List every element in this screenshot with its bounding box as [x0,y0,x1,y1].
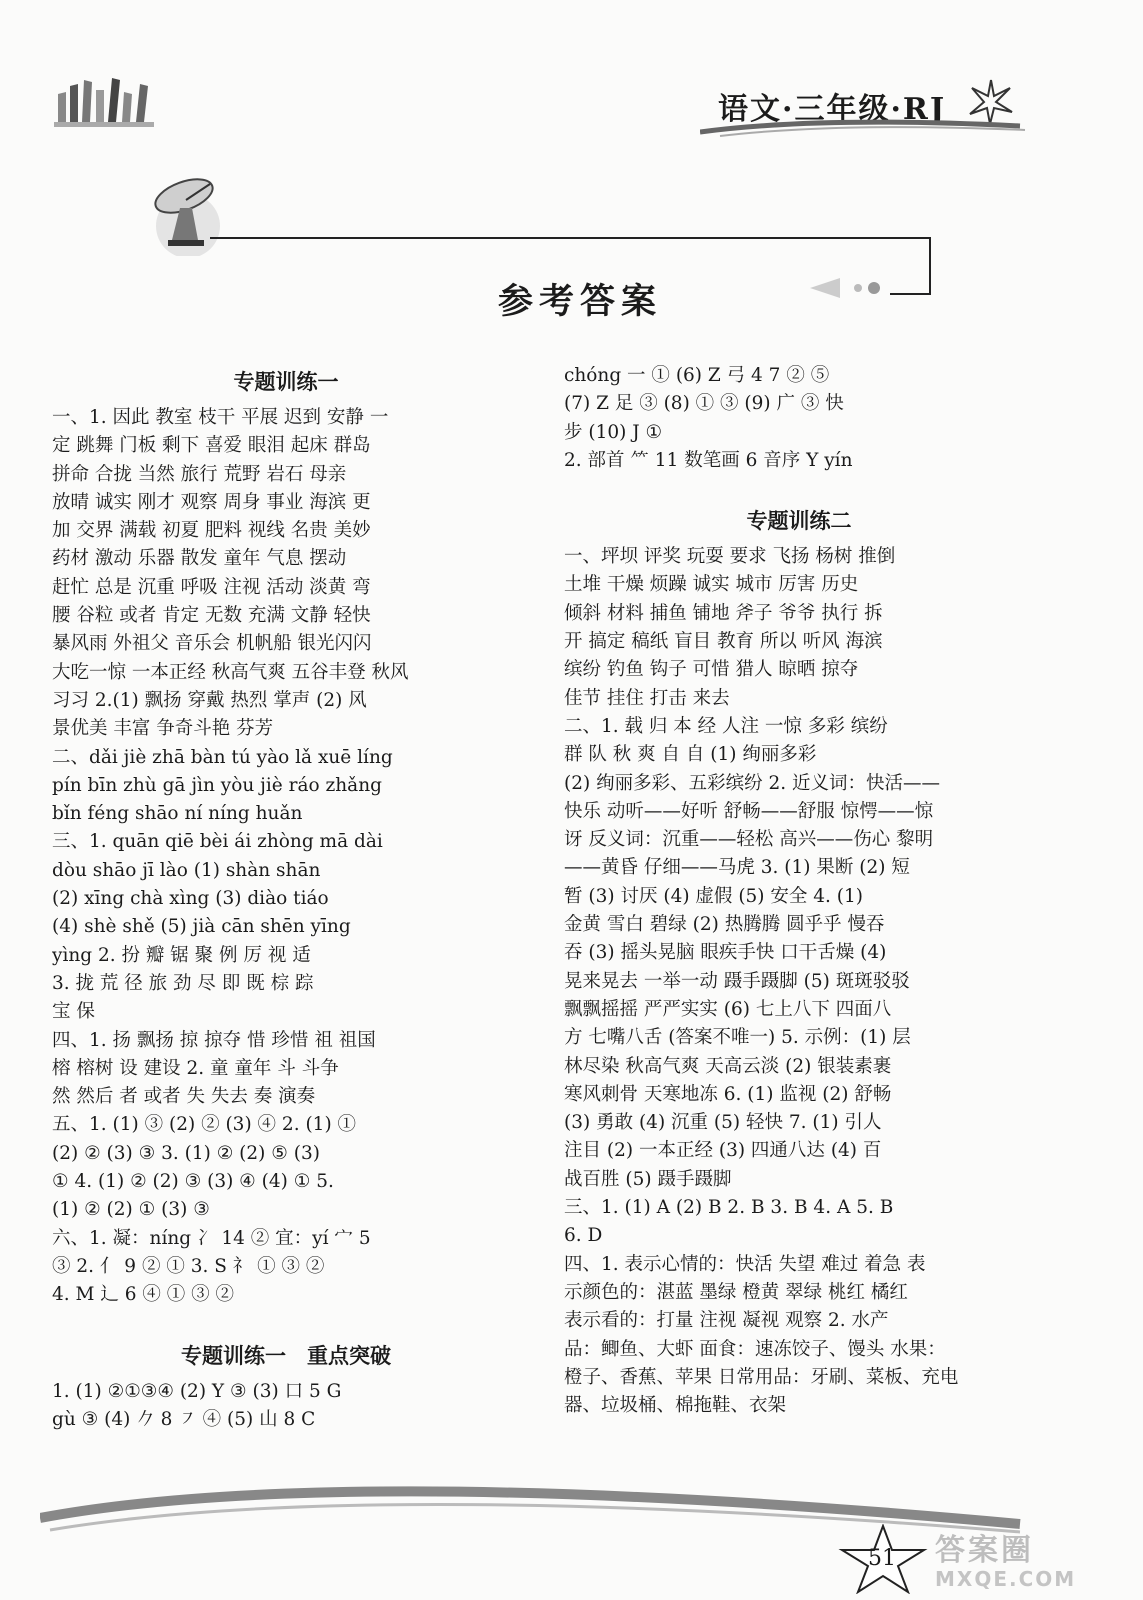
text-line: 然 然后 者 或者 失 失去 奏 演奏 [52,1086,316,1108]
text-line: 宝 保 [52,1001,95,1023]
text-line: 2. 部首 ⺮ 11 数笔画 6 音序 Y yín [564,449,853,471]
section-body [52,1378,520,1435]
text-line: (2) 绚丽多彩、五彩缤纷 2. 近义词：快活—— [564,772,940,794]
header-swoosh [700,112,1030,142]
text-line: 土堆 干燥 烦躁 诚实 城市 厉害 历史 [564,574,859,596]
text-line: 赶忙 总是 沉重 呼吸 注视 活动 淡黄 弯 [52,576,371,598]
text-line: 佳节 挂住 打击 来去 [564,687,730,709]
text-line: 一、坪坝 评奖 玩耍 要求 飞扬 杨树 推倒 [564,546,896,568]
text-line: 缤纷 钓鱼 钩子 可惜 猎人 晾晒 掠夺 [564,659,859,681]
text-line: 3. 拢 荒 径 旅 劲 尽 即 既 棕 踪 [52,972,314,994]
text-line: 战百胜 (5) 蹑手蹑脚 [564,1168,732,1190]
text-line: 暴风雨 外祖父 音乐会 机帆船 银光闪闪 [52,633,372,655]
text-line: 吞 (3) 摇头晃脑 眼疾手快 口干舌燥 (4) [564,942,887,964]
text-line: (2) ② (3) ③ 3. (1) ② (2) ⑤ (3) [52,1142,320,1164]
text-line: 品：鲫鱼、大虾 面食：速冻饺子、馒头 水果： [564,1338,946,1360]
text-line: 二、dǎi jiè zhā bàn tú yào lǎ xuē líng [52,746,393,768]
text-line: 二、1. 载 归 本 经 人注 一惊 多彩 缤纷 [564,715,888,737]
text-line: bǐn féng shāo ní níng huǎn [52,803,303,825]
text-line: 方 七嘴八舌 (答案不唯一) 5. 示例：(1) 层 [564,1027,911,1049]
text-line: 快乐 动听——好听 舒畅——舒服 惊愕——惊 [564,800,934,822]
text-line: 加 交界 满载 初夏 肥料 视线 名贵 美妙 [52,520,371,542]
watermark-logo [935,1535,1140,1595]
text-line: 腰 谷粒 或者 肯定 无数 充满 文静 轻快 [52,605,371,627]
text-line: chóng 一 ① (6) Z 弓 4 7 ② ⑤ [564,365,830,386]
text-line: 1. (1) ②①③④ (2) Y ③ (3) 口 5 G [52,1380,342,1402]
text-line: 步 (10) J ① [564,421,663,443]
text-line: 四、1. 表示心情的：快活 失望 难过 着急 表 [564,1253,926,1275]
section-body [564,543,1034,1420]
text-line: 群 队 秋 爽 自 自 (1) 绚丽多彩 [564,744,817,766]
text-line: ——黄昏 仔细——马虎 3. (1) 果断 (2) 短 [564,857,910,879]
text-line: 飘飘摇摇 严严实实 (6) 七上八下 四面八 [564,998,892,1020]
text-line: ③ 2. 亻 9 ② ① 3. S 礻 ① ③ ② [52,1255,325,1277]
watermark-text: 答案圈 [935,1533,1034,1568]
section-body [564,362,1034,475]
text-line: 表示看的：打量 注视 凝视 观察 2. 水产 [564,1310,889,1332]
text-line: 榕 榕树 设 建设 2. 童 童年 斗 斗争 [52,1057,339,1079]
text-line: 橙子、香蕉、苹果 日常用品：牙刷、菜板、充电 [564,1366,959,1388]
text-line: 林尽染 秋高气爽 天高云淡 (2) 银装素裹 [564,1055,892,1077]
text-line: 三、1. quān qiē bèi ái zhòng mā dài [52,831,383,853]
text-line: 大吃一惊 一本正经 秋高气爽 五谷丰登 秋风 [52,661,409,683]
text-line: 讶 反义词：沉重——轻松 高兴——伤心 黎明 [564,829,934,851]
text-line: 景优美 丰富 争奇斗艳 芬芳 [52,718,274,740]
text-line: 金黄 雪白 碧绿 (2) 热腾腾 圆乎乎 慢吞 [564,914,885,936]
section-title: 专题训练二 [746,508,852,534]
text-line: (1) ② (2) ① (3) ③ [52,1199,210,1221]
text-line: yìng 2. 扮 瓣 锯 聚 例 厉 视 适 [52,944,311,966]
text-line: dòu shāo jī lào (1) shàn shān [52,859,321,881]
text-line: 晃来晃去 一举一动 蹑手蹑脚 (5) 斑斑驳驳 [564,970,910,992]
text-line: 注目 (2) 一本正经 (3) 四通八达 (4) 百 [564,1140,882,1162]
text-line: (2) xīng chà xìng (3) diào tiáo [52,888,329,910]
text-line: 拼命 合拢 当然 旅行 荒野 岩石 母亲 [52,463,347,485]
text-line: 四、1. 扬 飘扬 掠 掠夺 惜 珍惜 祖 祖国 [52,1029,376,1051]
watermark-url: MXQE.COM [935,1567,1077,1591]
text-line: 6. D [564,1225,603,1247]
page-title: 参考答案 [497,281,662,322]
header-subject: 语文·三年级·RJ [718,92,947,127]
section-title: 专题训练一 重点突破 [181,1342,391,1368]
right-column [564,362,1034,1420]
text-line: 六、1. 凝：níng 冫 14 ② 宜：yí 宀 5 [52,1227,371,1249]
text-line: 示颜色的：湛蓝 墨绿 橙黄 翠绿 桃红 橘红 [564,1281,908,1303]
text-line: (7) Z 足 ③ (8) ① ③ (9) 广 ③ 快 [564,393,844,415]
books-icon [52,72,162,130]
page-number: 51 [868,1546,896,1571]
text-line: 开 搞定 稿纸 盲目 教育 所以 听风 海滨 [564,631,883,653]
text-line: 习习 2.(1) 飘扬 穿戴 热烈 掌声 (2) 风 [52,689,367,711]
text-line: 放晴 诚实 刚才 观察 周身 事业 海滨 更 [52,491,371,513]
text-line: 药材 激动 乐器 散发 童年 气息 摆动 [52,548,347,570]
section-title: 专题训练一 [233,369,339,394]
text-line: 寒风刺骨 天寒地冻 6. (1) 监视 (2) 舒畅 [564,1083,892,1105]
section-body [52,404,520,1310]
text-line: gù ③ (4) 𠂊 8 ㇇ ④ (5) 山 8 C [52,1408,316,1430]
text-line: pín bīn zhù gā jìn yòu jiè ráo zhǎng [52,774,382,796]
text-line: 暂 (3) 讨厌 (4) 虚假 (5) 安全 4. (1) [564,885,864,907]
text-line: 器、垃圾桶、棉拖鞋、衣架 [564,1395,787,1417]
text-line: 定 跳舞 门板 剩下 喜爱 眼泪 起床 群岛 [52,435,371,457]
text-line: ① 4. (1) ② (2) ③ (3) ④ (4) ① 5. [52,1171,334,1193]
left-column [52,362,520,1434]
text-line: 五、1. (1) ③ (2) ② (3) ④ 2. (1) ① [52,1114,357,1136]
text-line: (3) 勇敢 (4) 沉重 (5) 轻快 7. (1) 引人 [564,1112,882,1134]
text-line: 一、1. 因此 教室 枝干 平展 迟到 安静 一 [52,407,389,428]
text-line: (4) shè shě (5) jià cān shēn yīng [52,916,351,938]
text-line: 三、1. (1) A (2) B 2. B 3. B 4. A 5. B [564,1197,894,1219]
text-line: 4. M 辶 6 ④ ① ③ ② [52,1284,235,1306]
text-line: 倾斜 材料 捕鱼 铺地 斧子 爷爷 执行 拆 [564,602,883,624]
